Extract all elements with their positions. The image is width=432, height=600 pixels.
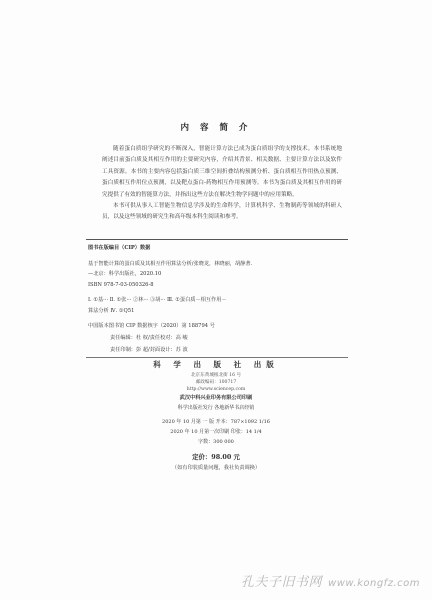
summary-paragraph-2: 本书可供从事人工智能生物信息学涉及的生命科学，计算机科学、生物制药等领域的科研人员，以及这些领域的研究生和高年级本科生阅读和参考。 xyxy=(102,203,342,221)
printer-name: 武汉中科兴业印务有限公司印刷 xyxy=(179,395,253,401)
credits-production-row: 责任印制：彭 超/封面设计：苏 波 xyxy=(110,347,188,353)
cip-record-number: 中国版本图书馆 CIP 数据核字（2020）第 188794 号 xyxy=(88,323,215,329)
editorial-credits xyxy=(110,332,340,356)
cip-subjects-line-2: 算法分析 Ⅳ. ①Q51 xyxy=(88,307,135,314)
cip-subjects-line: Ⅰ. ①基··· Ⅱ. ①张··· ②林··· ③胡··· Ⅲ. ①蛋白质－相互作用－ xyxy=(88,297,227,303)
credits-editor-row: 责任编辑：杜 权/责任校对：高 峻 xyxy=(110,335,188,341)
cip-isbn: ISBN 978-7-03-050326-8 xyxy=(88,281,154,288)
publisher-postcode: 邮政编码：100717 xyxy=(195,380,237,385)
edition-line: 2020 年 10 月第 一 版 开本：787×1092 1/16 xyxy=(162,419,270,425)
publisher-address: 北京东黄城根北街 16 号 xyxy=(190,373,242,378)
summary-paragraph-1: 随着蛋白质组学研究的不断深入，智能计算方法已成为蛋白质组学的支撑技术。本书系统地阐述目前蛋白质及其相互作用的主要研究内容，介绍其背景、相关数据、主要计算方法以及软件工具资源。本书的主要内容包括蛋白质三维空间折叠结构预测分析、蛋白质相互作用热点预测、蛋白质相互作用位点预测，以及靶点蛋白-药物相互作用预测等。本书为蛋白质及其相互作用的研究提供了有效的智能算方法，并指出这些方法在解决生物学问题中的应用策略。 xyxy=(102,146,342,198)
publisher-block xyxy=(0,358,432,473)
book-price: 定价：98.00 元 xyxy=(192,453,240,461)
word-count: 字数：300 000 xyxy=(198,439,234,445)
watermark-url: www.kongfz.com xyxy=(328,578,420,589)
watermark-text: 孔夫子旧书网 xyxy=(241,575,323,590)
content-summary-title: 内 容 简 介 xyxy=(180,123,252,133)
cip-title-line: 基于智能计算的蛋白质及其相互作用算法分析/张晓龙，林晓丽，胡静著. xyxy=(88,260,253,267)
watermark xyxy=(241,571,420,590)
cip-data-block xyxy=(88,243,346,332)
cip-header: 图书在版编目（CIP）数据 xyxy=(88,245,151,251)
distributor-line: 科学出版社发行 各地新华书店经销 xyxy=(177,405,255,411)
printing-line: 2020 年 10 月第一次印刷 印张：14 1/4 xyxy=(170,429,262,435)
cip-top-divider xyxy=(86,239,348,240)
publisher-name: 科 学 出 版 社 出版 xyxy=(153,360,279,369)
quality-note: （如有印装质量问题，我社负责调换） xyxy=(171,465,261,471)
publisher-website: http://www.sciencep.com xyxy=(186,387,246,392)
content-summary-body xyxy=(102,144,342,224)
cip-publication-line: —北京：科学出版社，2020.10 xyxy=(88,271,162,277)
